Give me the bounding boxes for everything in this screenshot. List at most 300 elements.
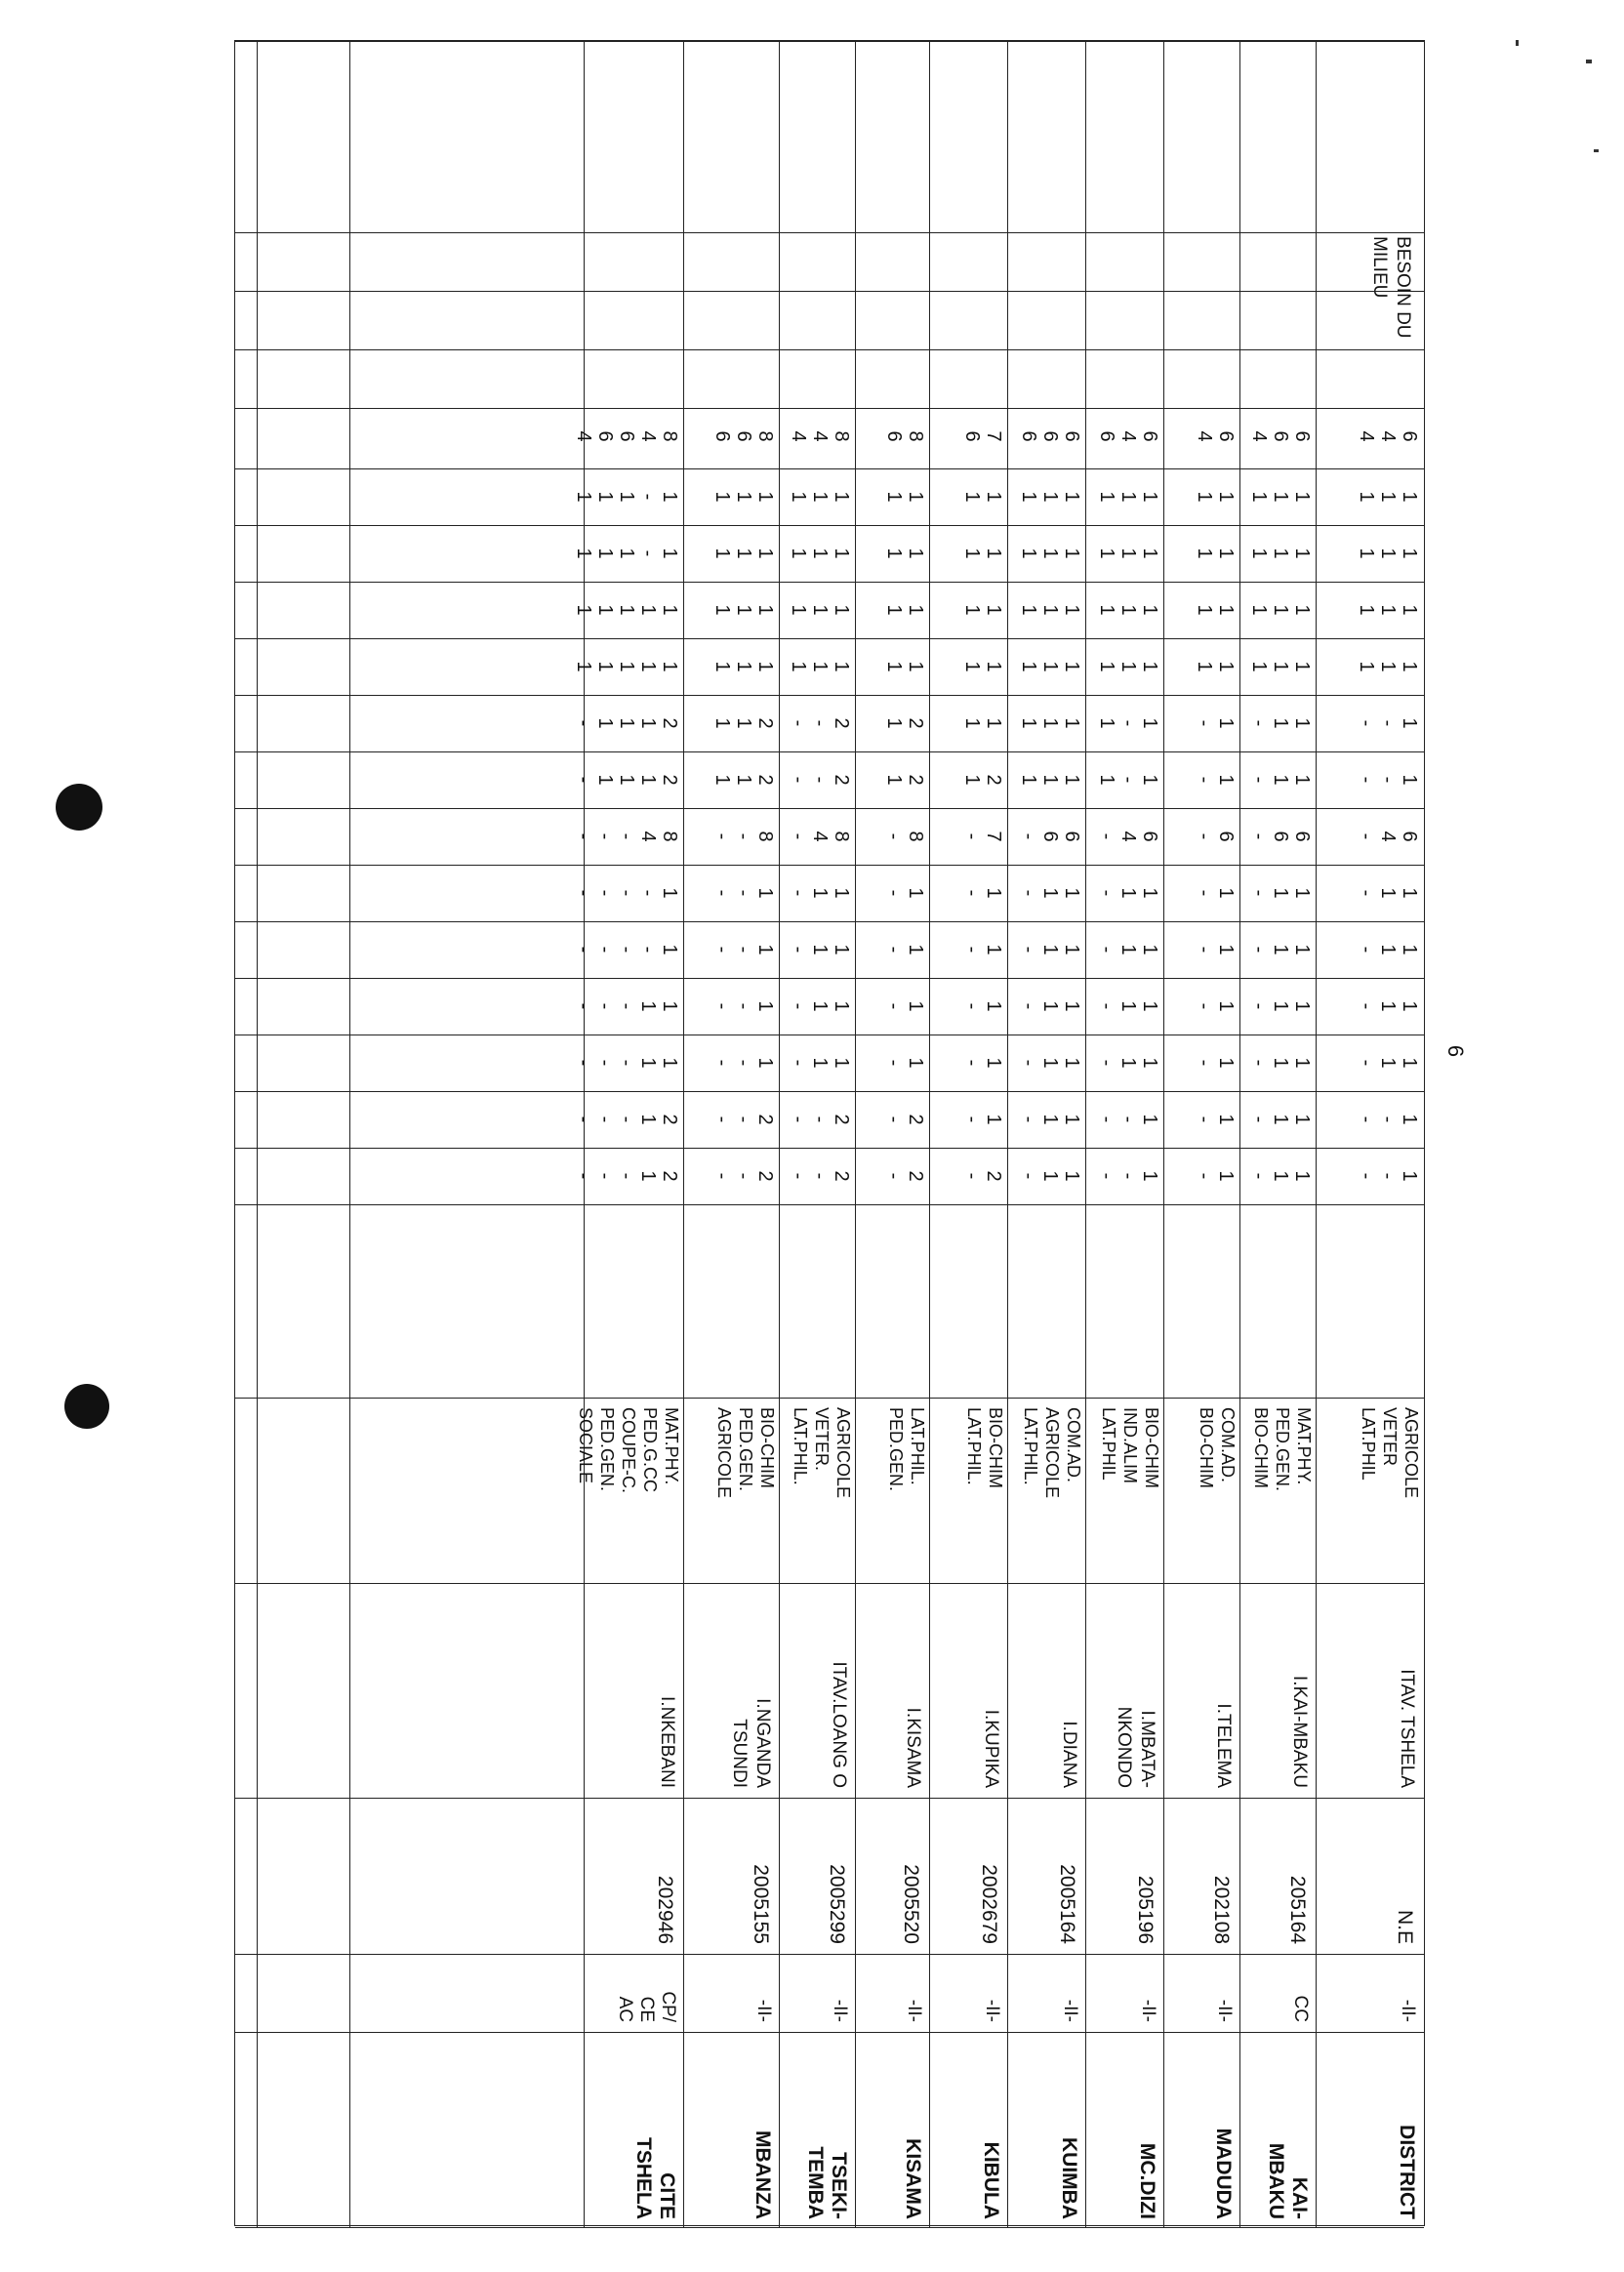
count-value: 1 <box>905 887 926 899</box>
count-value: 1 <box>1270 604 1291 616</box>
count-value: - <box>616 1116 637 1123</box>
count-value: 1 <box>1061 717 1082 729</box>
school-status-line: CC <box>1290 1995 1311 2022</box>
count-value: 1 <box>1270 1170 1291 1182</box>
count-value: 1 <box>754 548 776 559</box>
grid-vline <box>235 349 1424 350</box>
count-cell <box>930 978 1008 1035</box>
count-value: - <box>1194 719 1215 727</box>
count-value: - <box>1194 832 1215 840</box>
count-value: 1 <box>1270 491 1291 503</box>
count-value: 1 <box>1291 661 1313 672</box>
count-value: 1 <box>659 1057 680 1069</box>
option-item: PED.GEN. <box>1273 1407 1292 1492</box>
count-cell <box>573 638 684 695</box>
count-value: 1 <box>905 944 926 955</box>
count-value: 1 <box>1194 661 1215 672</box>
count-value: 8 <box>659 430 680 442</box>
option-list <box>684 1398 780 1581</box>
count-value: 1 <box>883 604 905 616</box>
count-cell <box>573 695 684 751</box>
district-name <box>1086 2032 1164 2227</box>
count-value: 1 <box>961 548 983 559</box>
school-status-line: AC <box>615 1996 635 2022</box>
count-value: 1 <box>1248 491 1270 503</box>
count-value: 8 <box>905 430 926 442</box>
count-value: 1 <box>1018 491 1039 503</box>
count-value: - <box>573 889 594 897</box>
count-cell <box>780 582 856 638</box>
count-value: 1 <box>983 887 1004 899</box>
count-value: 1 <box>1061 604 1082 616</box>
count-value: 1 <box>1096 548 1117 559</box>
count-value: 8 <box>754 430 776 442</box>
count-value: 1 <box>809 604 831 616</box>
school-status <box>684 1954 780 2028</box>
count-value: 1 <box>1248 604 1270 616</box>
count-value: 1 <box>1291 1000 1313 1012</box>
count-value: - <box>1356 1172 1377 1180</box>
count-cell <box>1008 1148 1086 1204</box>
count-value: - <box>961 889 983 897</box>
count-value: - <box>733 832 754 840</box>
count-cell <box>1086 468 1164 525</box>
option-item: IND.ALIM <box>1120 1407 1140 1484</box>
count-value: - <box>1248 1002 1270 1010</box>
count-cell <box>930 695 1008 751</box>
count-cell <box>1086 865 1164 921</box>
count-cell <box>684 695 780 751</box>
count-value: - <box>1194 1116 1215 1123</box>
district-name <box>930 2032 1008 2227</box>
count-cell <box>684 1035 780 1091</box>
count-cell <box>1317 525 1424 582</box>
count-cell <box>573 1091 684 1148</box>
school-code: 2005299 <box>826 1864 848 1944</box>
count-value: 1 <box>594 774 616 786</box>
count-value: 1 <box>1377 661 1399 672</box>
count-value: - <box>1248 776 1270 784</box>
school-name-line: I.TELEMA <box>1213 1703 1234 1788</box>
count-cell <box>573 808 684 865</box>
school-name <box>856 1583 930 1796</box>
count-value: 6 <box>883 430 905 442</box>
count-value: 1 <box>1018 604 1039 616</box>
count-value: 1 <box>1139 774 1160 786</box>
count-value: 1 <box>637 1057 659 1069</box>
count-value: 1 <box>788 491 809 503</box>
count-value: - <box>711 1116 733 1123</box>
count-cell <box>1240 525 1317 582</box>
count-value: 1 <box>637 604 659 616</box>
count-value: - <box>809 1116 831 1123</box>
count-value: 4 <box>1117 430 1139 442</box>
count-cell <box>684 921 780 978</box>
count-value: 2 <box>905 1170 926 1182</box>
count-value: - <box>883 1116 905 1123</box>
count-value: - <box>1018 889 1039 897</box>
school-status <box>585 1954 684 2028</box>
count-cell <box>780 1035 856 1091</box>
count-value: 1 <box>1356 548 1377 559</box>
count-value: 4 <box>637 430 659 442</box>
option-item: AGRICOLE <box>833 1407 853 1499</box>
count-value: 1 <box>1248 661 1270 672</box>
count-cell <box>1317 808 1424 865</box>
count-cell <box>856 865 930 921</box>
count-value: 1 <box>659 548 680 559</box>
count-value: 2 <box>754 1114 776 1125</box>
count-value: 1 <box>1399 548 1420 559</box>
count-value: 2 <box>905 717 926 729</box>
count-value: 4 <box>1377 831 1399 842</box>
count-value: 1 <box>983 491 1004 503</box>
count-value: 1 <box>1139 1057 1160 1069</box>
count-value: 6 <box>1039 430 1061 442</box>
count-value: 8 <box>754 831 776 842</box>
count-cell <box>1240 468 1317 525</box>
count-cell <box>930 808 1008 865</box>
count-value: 1 <box>711 491 733 503</box>
count-value: 1 <box>1356 661 1377 672</box>
count-value: - <box>788 1172 809 1180</box>
count-value: - <box>883 1059 905 1067</box>
count-value: - <box>637 946 659 953</box>
count-value: 1 <box>1215 1057 1237 1069</box>
district-name-line: KUIMBA <box>1058 2137 1080 2219</box>
count-value: 1 <box>983 717 1004 729</box>
count-cell <box>1008 638 1086 695</box>
count-value: 1 <box>1399 1170 1420 1182</box>
count-value: 1 <box>1039 604 1061 616</box>
count-cell <box>1164 468 1240 525</box>
count-value: 1 <box>1117 604 1139 616</box>
count-value: - <box>1117 719 1139 727</box>
count-value: 1 <box>1215 1114 1237 1125</box>
school-status-line: -II- <box>982 1999 1002 2022</box>
option-item: BIO-CHIM <box>1197 1407 1216 1488</box>
count-value: 1 <box>883 661 905 672</box>
school-name <box>1086 1583 1164 1796</box>
count-cell <box>856 751 930 808</box>
district-name <box>856 2032 930 2227</box>
count-value: - <box>1356 776 1377 784</box>
count-cell <box>1008 751 1086 808</box>
option-item: BIO-CHIM <box>1251 1407 1271 1488</box>
count-value: 1 <box>809 661 831 672</box>
count-value: - <box>1018 1059 1039 1067</box>
count-value: 1 <box>1291 774 1313 786</box>
count-value: 1 <box>637 774 659 786</box>
count-value: 1 <box>1356 491 1377 503</box>
count-value: - <box>883 832 905 840</box>
count-value: - <box>961 946 983 953</box>
school-status <box>1317 1954 1424 2028</box>
count-value: - <box>809 719 831 727</box>
option-list <box>1086 1398 1164 1581</box>
count-value: 1 <box>1139 548 1160 559</box>
count-cell <box>573 468 684 525</box>
count-value: - <box>1096 832 1117 840</box>
district-name <box>1164 2032 1240 2227</box>
count-cell <box>930 638 1008 695</box>
count-value: 1 <box>1061 1170 1082 1182</box>
count-value: 6 <box>1039 831 1061 842</box>
count-value: 1 <box>1117 944 1139 955</box>
count-value: 1 <box>1061 491 1082 503</box>
count-cell <box>1086 638 1164 695</box>
count-value: 1 <box>1139 944 1160 955</box>
school-name-line: I.NKEBANI <box>657 1696 677 1788</box>
count-value: 1 <box>1291 944 1313 955</box>
count-value: - <box>711 946 733 953</box>
page-number: 6 <box>1443 1044 1469 1058</box>
count-value: 8 <box>831 430 852 442</box>
count-value: 1 <box>1291 1057 1313 1069</box>
count-value: 1 <box>831 1057 852 1069</box>
count-value: 1 <box>1096 604 1117 616</box>
count-value: 1 <box>616 604 637 616</box>
count-value: 1 <box>1215 604 1237 616</box>
count-value: 1 <box>573 604 594 616</box>
count-value: - <box>788 946 809 953</box>
count-cell <box>1317 1148 1424 1204</box>
count-cell <box>780 1091 856 1148</box>
count-value: 6 <box>961 430 983 442</box>
count-value: - <box>1117 1116 1139 1123</box>
district-name-line: TSHELA <box>632 2137 655 2219</box>
count-cell <box>780 865 856 921</box>
option-item: BIO-CHIM <box>1142 1407 1161 1488</box>
count-value: 1 <box>1139 1114 1160 1125</box>
count-value: 1 <box>788 548 809 559</box>
count-value: - <box>1117 1172 1139 1180</box>
school-status-line: CP/ <box>658 1991 678 2022</box>
count-cell <box>1317 695 1424 751</box>
count-value: 1 <box>809 944 831 955</box>
count-cell <box>1008 695 1086 751</box>
count-cell <box>930 1035 1008 1091</box>
count-cell <box>856 638 930 695</box>
count-value: 1 <box>1139 1170 1160 1182</box>
count-value: 6 <box>1399 430 1420 442</box>
count-value: - <box>711 1059 733 1067</box>
count-value: 1 <box>616 491 637 503</box>
count-value: 6 <box>1215 430 1237 442</box>
count-value: 1 <box>637 717 659 729</box>
count-value: 1 <box>637 1114 659 1125</box>
count-value: 1 <box>905 491 926 503</box>
count-value: - <box>1356 946 1377 953</box>
count-value: - <box>1018 946 1039 953</box>
count-value: 1 <box>1399 661 1420 672</box>
count-cell <box>856 408 930 465</box>
count-value: 6 <box>1291 430 1313 442</box>
count-cell <box>1086 695 1164 751</box>
school-name <box>684 1583 780 1796</box>
count-value: 1 <box>1215 774 1237 786</box>
count-cell <box>1008 525 1086 582</box>
count-value: - <box>1117 776 1139 784</box>
count-value: 1 <box>1248 548 1270 559</box>
option-item: AGRICOLE <box>1042 1407 1062 1499</box>
count-value: 1 <box>1061 1057 1082 1069</box>
count-cell <box>930 525 1008 582</box>
count-value: 1 <box>711 661 733 672</box>
school-status <box>780 1954 856 2028</box>
count-value: 1 <box>831 944 852 955</box>
count-value: 1 <box>733 717 754 729</box>
count-value: 1 <box>961 774 983 786</box>
count-value: 1 <box>1039 491 1061 503</box>
district-name-line: MC.DIZI <box>1136 2142 1158 2219</box>
count-value: 1 <box>1139 661 1160 672</box>
count-cell <box>573 921 684 978</box>
count-value: - <box>1096 1059 1117 1067</box>
grid-vline <box>235 1204 1424 1205</box>
count-value: 1 <box>983 944 1004 955</box>
count-value: - <box>1096 1002 1117 1010</box>
count-cell <box>1008 1091 1086 1148</box>
count-value: - <box>1356 1059 1377 1067</box>
count-cell <box>856 468 930 525</box>
count-value: 1 <box>1270 1114 1291 1125</box>
count-value: - <box>711 832 733 840</box>
count-value: 1 <box>1061 1114 1082 1125</box>
district-name-line: TSEKI- <box>828 2152 850 2219</box>
school-name-line: TSUNDI <box>729 1719 750 1788</box>
count-value: 1 <box>1291 887 1313 899</box>
count-value: 2 <box>831 1114 852 1125</box>
count-cell <box>856 695 930 751</box>
school-name <box>1164 1583 1240 1796</box>
count-value: 1 <box>1291 1114 1313 1125</box>
count-value: - <box>788 1116 809 1123</box>
count-value: 1 <box>754 944 776 955</box>
count-cell <box>1086 921 1164 978</box>
count-value: 1 <box>594 661 616 672</box>
option-list <box>1317 1398 1424 1581</box>
count-cell <box>684 525 780 582</box>
option-list <box>930 1398 1008 1581</box>
option-item: AGRICOLE <box>714 1407 734 1499</box>
count-cell <box>573 751 684 808</box>
count-value: 1 <box>1215 1000 1237 1012</box>
count-value: 1 <box>754 604 776 616</box>
count-value: 1 <box>1039 887 1061 899</box>
count-cell <box>1240 408 1317 465</box>
count-cell <box>1317 638 1424 695</box>
count-cell <box>1008 808 1086 865</box>
count-value: 1 <box>594 491 616 503</box>
count-value: 1 <box>1215 717 1237 729</box>
count-value: - <box>1377 719 1399 727</box>
count-value: - <box>1248 1059 1270 1067</box>
count-value: - <box>788 832 809 840</box>
count-value: 1 <box>637 1000 659 1012</box>
count-value: 6 <box>1139 430 1160 442</box>
count-cell <box>1240 751 1317 808</box>
count-value: 1 <box>754 491 776 503</box>
school-code: N.E <box>1394 1909 1416 1944</box>
count-value: - <box>961 1059 983 1067</box>
school-name <box>1317 1583 1424 1796</box>
count-cell <box>1008 978 1086 1035</box>
count-cell <box>1164 865 1240 921</box>
count-value: 6 <box>733 430 754 442</box>
count-cell <box>780 921 856 978</box>
count-value: 1 <box>883 491 905 503</box>
count-value: 1 <box>788 661 809 672</box>
count-value: 2 <box>754 717 776 729</box>
count-value: 2 <box>659 1170 680 1182</box>
count-value: - <box>1194 946 1215 953</box>
count-value: 1 <box>1291 548 1313 559</box>
count-value: - <box>616 832 637 840</box>
school-status-line: CE <box>636 1996 657 2022</box>
count-value: 6 <box>616 430 637 442</box>
count-cell <box>1240 921 1317 978</box>
count-value: 1 <box>1291 604 1313 616</box>
school-status <box>1164 1954 1240 2028</box>
count-value: 1 <box>831 548 852 559</box>
count-value: 1 <box>711 774 733 786</box>
count-cell <box>930 751 1008 808</box>
count-cell <box>1164 1091 1240 1148</box>
count-value: 1 <box>1377 944 1399 955</box>
school-status-line: -II- <box>830 1999 850 2022</box>
count-cell <box>856 582 930 638</box>
school-name-line: I.NGANDA <box>752 1698 773 1788</box>
option-item: MAT.PHY. <box>1294 1407 1314 1485</box>
count-value: 1 <box>905 548 926 559</box>
count-cell <box>1240 695 1317 751</box>
count-value: - <box>809 776 831 784</box>
grid-vline <box>235 291 1424 292</box>
count-value: 1 <box>961 491 983 503</box>
count-cell <box>856 1148 930 1204</box>
count-value: - <box>883 1172 905 1180</box>
count-value: - <box>616 1059 637 1067</box>
count-cell <box>1164 1035 1240 1091</box>
count-value: - <box>788 719 809 727</box>
district-name-line: MBANZA <box>751 2130 774 2219</box>
count-cell <box>1086 1148 1164 1204</box>
count-value: 1 <box>733 661 754 672</box>
count-value: 1 <box>905 1057 926 1069</box>
count-value: 1 <box>754 661 776 672</box>
school-name <box>1240 1583 1317 1796</box>
count-cell <box>856 1035 930 1091</box>
count-cell <box>1086 525 1164 582</box>
school-name-line: I.DIANA <box>1059 1721 1079 1788</box>
count-value: 1 <box>883 717 905 729</box>
count-value: 1 <box>831 604 852 616</box>
count-value: 1 <box>983 1000 1004 1012</box>
grid-vline <box>235 2227 1424 2228</box>
count-value: 1 <box>883 774 905 786</box>
count-value: - <box>1096 1116 1117 1123</box>
count-cell <box>1008 865 1086 921</box>
count-value: 1 <box>1215 491 1237 503</box>
count-value: 1 <box>659 1000 680 1012</box>
count-cell <box>780 408 856 465</box>
count-cell <box>1008 1035 1086 1091</box>
count-value: - <box>733 889 754 897</box>
count-value: 1 <box>594 717 616 729</box>
count-value: 1 <box>711 604 733 616</box>
count-cell <box>1164 408 1240 465</box>
